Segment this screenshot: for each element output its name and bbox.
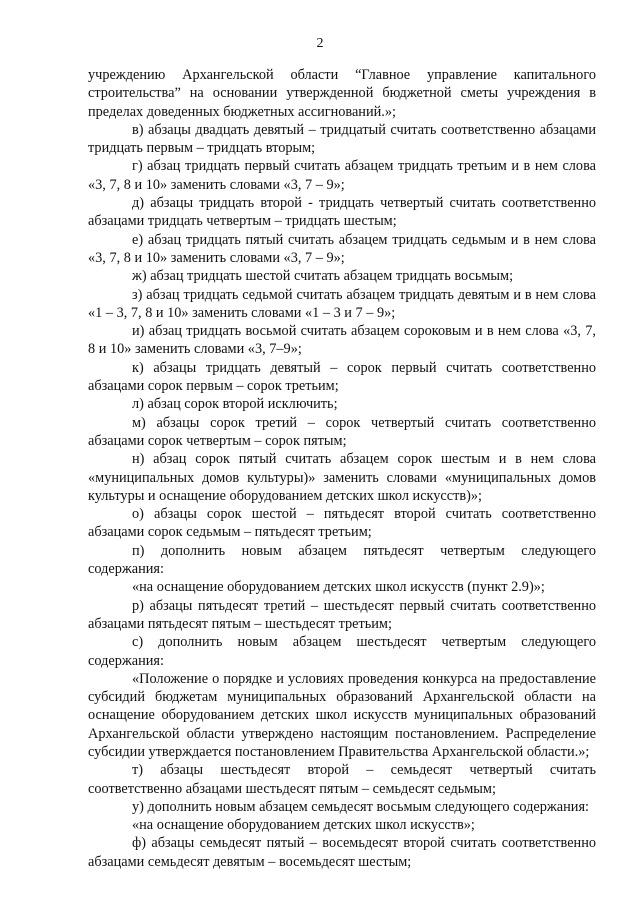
paragraph: ж) абзац тридцать шестой считать абзацем тридцать восьмым; [132, 268, 514, 285]
paragraph: учреждению Архангельской области “Главное управление капитального строительства” на основании утвержденной бюджетной сметы учреждения в пределах доведенных бюджетных ассигнований.»; [88, 67, 596, 120]
paragraph: у) дополнить новым абзацем семьдесят восьмым следующего содержания: [132, 798, 590, 815]
paragraph: «на оснащение оборудованием детских школ искусств (пункт 2.9)»; [132, 579, 545, 596]
document-body [88, 66, 596, 871]
paragraph: ф) абзацы семьдесят пятый – восемьдесят второй считать соответственно абзацами семьдесят девятым – восемьдесят шестым; [88, 835, 596, 870]
paragraph: м) абзацы сорок третий – сорок четвертый считать соответственно абзацами сорок четвертым – сорок пятым; [88, 414, 596, 449]
page-number: 2 [316, 36, 324, 51]
paragraph: «Положение о порядке и условиях проведения конкурса на предоставление субсидий бюджетам муниципальных образований Архангельской области на оснащение оборудованием детских школ искусств муниципальных образований Архангельской области утверждено настоящим постановлением. Распределение субсидии утверждается постановлением Правительства Архангельской области.»; [88, 670, 596, 760]
paragraph: д) абзацы тридцать второй - тридцать четвертый считать соответственно абзацами тридцать четвертым – тридцать шестым; [88, 195, 596, 230]
paragraph: с) дополнить новым абзацем шестьдесят четвертым следующего содержания: [88, 634, 596, 669]
paragraph: п) дополнить новым абзацем пятьдесят четвертым следующего содержания: [88, 542, 596, 578]
paragraph: н) абзац сорок пятый считать абзацем сорок шестым и в нем слова «муниципальных домов культуры)» заменить словами «муниципальных домов культуры и оснащение оборудованием детских школ искусств)»; [88, 451, 596, 504]
paragraph: е) абзац тридцать пятый считать абзацем тридцать седьмым и в нем слова «3, 7, 8 и 10» заменить словами «3, 7 – 9»; [88, 231, 596, 266]
paragraph: р) абзацы пятьдесят третий – шестьдесят первый считать соответственно абзацами пятьдесят пятым – шестьдесят третьим; [88, 597, 596, 632]
paragraph: о) абзацы сорок шестой – пятьдесят второй считать соответственно абзацами сорок седьмым – пятьдесят третьим; [88, 506, 596, 541]
paragraph: т) абзацы шестьдесят второй – семьдесят четвертый считать соответственно абзацами шестьдесят пятым – семьдесят седьмым; [88, 762, 596, 797]
paragraph: в) абзацы двадцать девятый – тридцатый считать соответственно абзацами тридцать первым – тридцать вторым; [88, 121, 596, 157]
paragraph: г) абзац тридцать первый считать абзацем тридцать третьим и в нем слова «3, 7, 8 и 10» заменить словами «3, 7 – 9»; [88, 158, 596, 193]
paragraph: к) абзацы тридцать девятый – сорок первый считать соответственно абзацами сорок первым – сорок третьим; [88, 359, 596, 395]
paragraph: и) абзац тридцать восьмой считать абзацем сороковым и в нем слова «3, 7, 8 и 10» заменить словами «3, 7–9»; [88, 323, 596, 358]
paragraph: «на оснащение оборудованием детских школ искусств»; [132, 817, 475, 834]
paragraph: з) абзац тридцать седьмой считать абзацем тридцать девятым и в нем слова «1 – 3, 7, 8 и 10» заменить словами «1 – 3 и 7 – 9»; [88, 286, 596, 321]
paragraph: л) абзац сорок второй исключить; [132, 396, 338, 413]
